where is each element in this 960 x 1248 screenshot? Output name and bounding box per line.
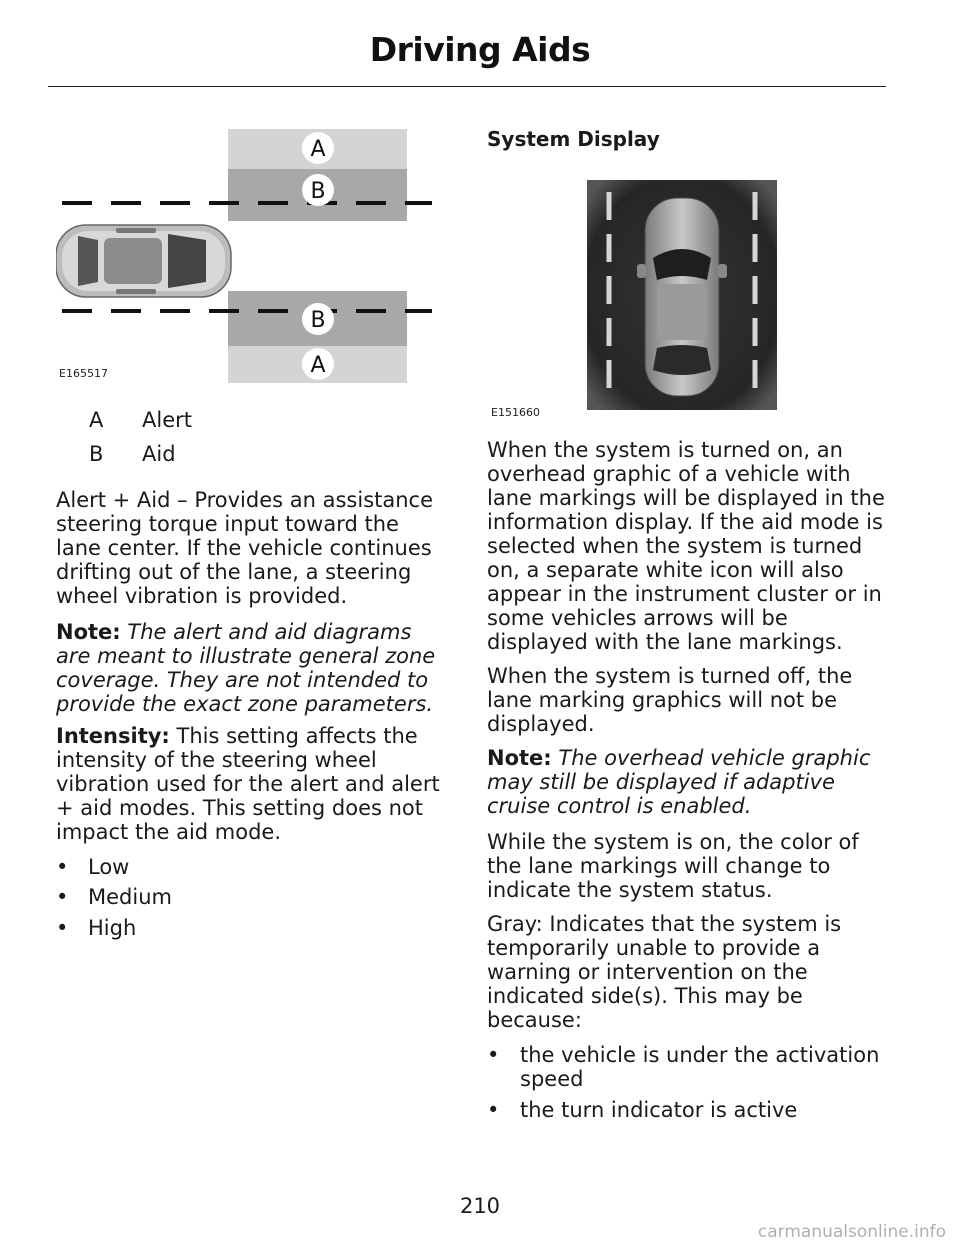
- note-label: Note:: [56, 620, 121, 644]
- page-number: 210: [459, 1194, 501, 1218]
- display-on-paragraph: When the system is turned on, an overhead graphic of a vehicle with lane markings will be displayed in the information display. If the aid mode is selected when the system is turned on, a separate white icon will also appear in the instrument cluster or in some vehicles arrows will be displayed with the lane markings.: [487, 438, 885, 654]
- intensity-label: Intensity:: [56, 724, 170, 748]
- section-heading: System Display: [487, 127, 660, 151]
- intensity-paragraph: [56, 724, 448, 844]
- lane-zone-diagram: [56, 128, 436, 384]
- car-top-view-icon: [56, 225, 231, 297]
- system-display-graphic: [587, 180, 777, 410]
- intensity-text: This setting affects the intensity of the steering wheel vibration used for the alert and alert + aid modes. This setting does not impact the aid mode.: [56, 724, 440, 844]
- alert-aid-paragraph: Alert + Aid – Provides an assistance steering torque input toward the lane center. If the vehicle continues drifting out of the lane, a steering wheel vibration is provided.: [56, 488, 434, 608]
- legend-letter: A: [89, 408, 104, 432]
- legend-text: Alert: [142, 408, 192, 432]
- note-label: Note:: [487, 746, 552, 770]
- note-text: The alert and aid diagrams are meant to illustrate general zone coverage. They are not intended to provide the exact zone parameters.: [56, 620, 436, 716]
- zone-label: B: [310, 308, 326, 333]
- note-paragraph: [56, 620, 448, 716]
- zone-label: A: [310, 137, 326, 162]
- note-text: The overhead vehicle graphic may still be displayed if adaptive cruise control is enabled.: [487, 746, 871, 818]
- display-off-paragraph: When the system is turned off, the lane marking graphics will not be displayed.: [487, 664, 853, 736]
- note-paragraph: [487, 746, 887, 818]
- zone-label: B: [310, 179, 326, 204]
- legend-letter: B: [89, 442, 104, 466]
- gray-status-paragraph: Gray: Indicates that the system is temporarily unable to provide a warning or intervention on the indicated side(s). This may be because:: [487, 912, 842, 1032]
- title-divider: [48, 86, 886, 87]
- figure-code: E151660: [491, 406, 540, 419]
- watermark: carmanualsonline.info: [757, 1222, 946, 1242]
- zone-label: A: [310, 353, 326, 378]
- page-title: Driving Aids: [369, 30, 591, 69]
- legend-text: Aid: [142, 442, 176, 466]
- vehicle-overhead-icon: [637, 198, 727, 396]
- figure-code: E165517: [59, 367, 108, 380]
- status-color-paragraph: While the system is on, the color of the lane markings will change to indicate the system status.: [487, 830, 859, 902]
